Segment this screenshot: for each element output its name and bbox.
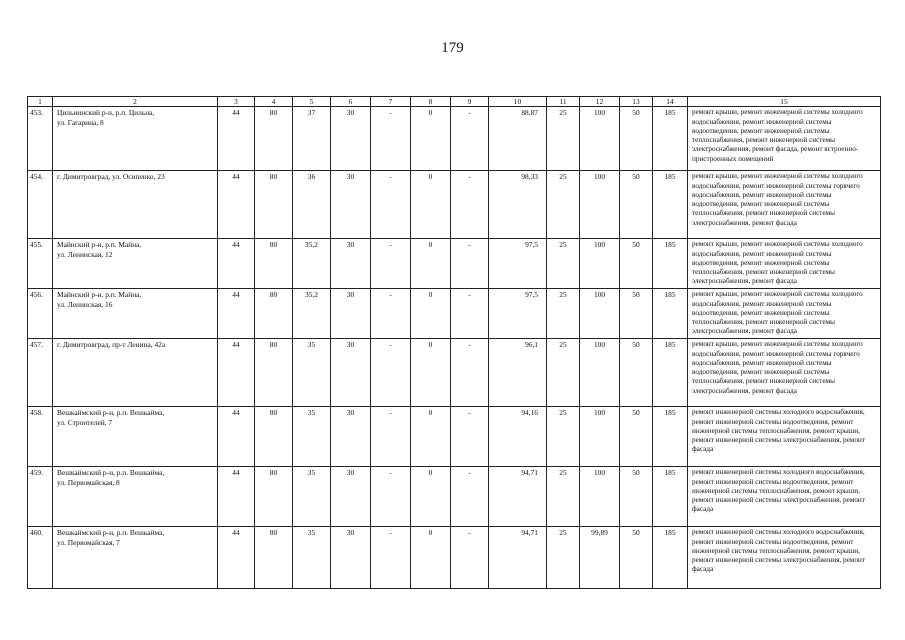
cell-col-12: 99,89 bbox=[580, 527, 620, 589]
works-description: ремонт крыши, ремонт инженерной системы холодного водоснабжения, ремонт инженерной системы водоотведения, ремонт инженерной системы теплоснабжения, ремонт инженерной системы электроснабжения, ремонт фасада bbox=[688, 289, 881, 339]
header-row bbox=[28, 97, 881, 107]
cell-col-13: 50 bbox=[620, 239, 653, 289]
cell-col-12: 100 bbox=[580, 339, 620, 407]
cell-col-14: 185 bbox=[653, 289, 688, 339]
cell-col-3: 44 bbox=[218, 467, 255, 527]
cell-col-7: - bbox=[371, 467, 411, 527]
column-header: 3 bbox=[218, 97, 255, 107]
cell-col-5: 35 bbox=[293, 527, 331, 589]
cell-col-13: 50 bbox=[620, 527, 653, 589]
cell-col-5: 36 bbox=[293, 171, 331, 239]
cell-col-11: 25 bbox=[547, 527, 580, 589]
cell-col-10: 96,1 bbox=[489, 339, 547, 407]
address-line-1: Вешкаймский р-н, р.п. Вешкайма, bbox=[57, 408, 165, 418]
row-number: 454. bbox=[28, 171, 53, 239]
address-line-2: ул. Первомайская, 8 bbox=[57, 477, 120, 487]
address-cell bbox=[53, 107, 218, 171]
address-line-2: ул. Строителей, 7 bbox=[57, 417, 113, 427]
cell-col-7: - bbox=[371, 239, 411, 289]
column-header: 1 bbox=[28, 97, 53, 107]
cell-col-9: - bbox=[451, 171, 489, 239]
cell-col-11: 25 bbox=[547, 239, 580, 289]
works-description: ремонт инженерной системы холодного водоснабжения, ремонт инженерной системы водоотведения, ремонт инженерной системы теплоснабжения, ремонт крыши, ремонт инженерной системы электроснабжения, ремонт фасада bbox=[688, 467, 881, 527]
cell-col-14: 185 bbox=[653, 407, 688, 467]
cell-col-8: 0 bbox=[411, 339, 451, 407]
cell-col-10: 98,33 bbox=[489, 171, 547, 239]
cell-col-8: 0 bbox=[411, 407, 451, 467]
cell-col-8: 0 bbox=[411, 527, 451, 589]
cell-col-9: - bbox=[451, 527, 489, 589]
cell-col-4: 80 bbox=[255, 107, 293, 171]
cell-col-13: 50 bbox=[620, 407, 653, 467]
row-number: 458. bbox=[28, 407, 53, 467]
cell-col-12: 100 bbox=[580, 289, 620, 339]
row-number: 453. bbox=[28, 107, 53, 171]
cell-col-13: 50 bbox=[620, 107, 653, 171]
address-line-2: ул. Ленинская, 12 bbox=[57, 249, 113, 259]
cell-col-5: 37 bbox=[293, 107, 331, 171]
works-description: ремонт крыши, ремонт инженерной системы холодного водоснабжения, ремонт инженерной системы горячего водоснабжения, ремонт инженерной системы водоотведения, ремонт инженерной системы теплоснабжения, ремонт инженерной системы электроснабжения, ремонт фасада bbox=[688, 339, 881, 407]
works-description: ремонт крыши, ремонт инженерной системы холодного водоснабжения, ремонт инженерной системы водоотведения, ремонт инженерной системы теплоснабжения, ремонт инженерной системы электроснабжения, ремонт фасада bbox=[688, 239, 881, 289]
cell-col-8: 0 bbox=[411, 171, 451, 239]
row-number: 455. bbox=[28, 239, 53, 289]
cell-col-8: 0 bbox=[411, 289, 451, 339]
column-header: 14 bbox=[653, 97, 688, 107]
cell-col-14: 185 bbox=[653, 339, 688, 407]
table-row bbox=[28, 239, 881, 289]
cell-col-11: 25 bbox=[547, 171, 580, 239]
address-line-1: г. Димитровград, ул. Осипенко, 23 bbox=[57, 172, 165, 182]
cell-col-3: 44 bbox=[218, 407, 255, 467]
address-line-1: Майнский р-н, р.п. Майна, bbox=[57, 290, 142, 300]
cell-col-7: - bbox=[371, 407, 411, 467]
table-row bbox=[28, 339, 881, 407]
column-header: 15 bbox=[688, 97, 881, 107]
cell-col-13: 50 bbox=[620, 171, 653, 239]
cell-col-5: 35 bbox=[293, 339, 331, 407]
works-description: ремонт крыши, ремонт инженерной системы холодного водоснабжения, ремонт инженерной системы горячего водоснабжения, ремонт инженерной системы водоотведения, ремонт инженерной системы теплоснабжения, ремонт инженерной системы электроснабжения, ремонт фасада bbox=[688, 171, 881, 239]
cell-col-5: 35 bbox=[293, 407, 331, 467]
column-header: 13 bbox=[620, 97, 653, 107]
table-row bbox=[28, 171, 881, 239]
cell-col-7: - bbox=[371, 527, 411, 589]
row-number: 456. bbox=[28, 289, 53, 339]
cell-col-3: 44 bbox=[218, 339, 255, 407]
cell-col-6: 30 bbox=[331, 339, 371, 407]
table-row bbox=[28, 107, 881, 171]
cell-col-9: - bbox=[451, 407, 489, 467]
table-row bbox=[28, 467, 881, 527]
cell-col-3: 44 bbox=[218, 527, 255, 589]
cell-col-3: 44 bbox=[218, 289, 255, 339]
address-line-1: Вешкаймский р-н, р.п. Вешкайма, bbox=[57, 528, 165, 538]
cell-col-8: 0 bbox=[411, 107, 451, 171]
cell-col-7: - bbox=[371, 339, 411, 407]
cell-col-6: 30 bbox=[331, 239, 371, 289]
column-header: 8 bbox=[411, 97, 451, 107]
cell-col-9: - bbox=[451, 289, 489, 339]
cell-col-5: 35,2 bbox=[293, 289, 331, 339]
table-row bbox=[28, 527, 881, 589]
cell-col-12: 100 bbox=[580, 407, 620, 467]
cell-col-13: 50 bbox=[620, 467, 653, 527]
cell-col-4: 80 bbox=[255, 289, 293, 339]
address-cell bbox=[53, 407, 218, 467]
cell-col-9: - bbox=[451, 467, 489, 527]
address-cell bbox=[53, 527, 218, 589]
cell-col-11: 25 bbox=[547, 407, 580, 467]
address-cell bbox=[53, 171, 218, 239]
cell-col-11: 25 bbox=[547, 339, 580, 407]
cell-col-11: 25 bbox=[547, 289, 580, 339]
cell-col-4: 80 bbox=[255, 239, 293, 289]
column-header: 11 bbox=[547, 97, 580, 107]
cell-col-3: 44 bbox=[218, 171, 255, 239]
cell-col-14: 185 bbox=[653, 107, 688, 171]
cell-col-4: 80 bbox=[255, 467, 293, 527]
address-cell bbox=[53, 339, 218, 407]
cell-col-8: 0 bbox=[411, 239, 451, 289]
cell-col-12: 100 bbox=[580, 467, 620, 527]
page-number: 179 bbox=[441, 40, 464, 56]
cell-col-6: 30 bbox=[331, 171, 371, 239]
cell-col-14: 185 bbox=[653, 527, 688, 589]
cell-col-8: 0 bbox=[411, 467, 451, 527]
column-header: 10 bbox=[489, 97, 547, 107]
row-number: 459. bbox=[28, 467, 53, 527]
column-header: 7 bbox=[371, 97, 411, 107]
table-row bbox=[28, 289, 881, 339]
cell-col-14: 185 bbox=[653, 239, 688, 289]
cell-col-13: 50 bbox=[620, 289, 653, 339]
cell-col-12: 100 bbox=[580, 239, 620, 289]
cell-col-4: 80 bbox=[255, 339, 293, 407]
cell-col-7: - bbox=[371, 107, 411, 171]
address-line-1: Майнский р-н, р.п. Майна, bbox=[57, 240, 142, 250]
cell-col-9: - bbox=[451, 239, 489, 289]
cell-col-6: 30 bbox=[331, 527, 371, 589]
cell-col-5: 35,2 bbox=[293, 239, 331, 289]
cell-col-3: 44 bbox=[218, 107, 255, 171]
cell-col-5: 35 bbox=[293, 467, 331, 527]
column-header: 6 bbox=[331, 97, 371, 107]
cell-col-10: 94,71 bbox=[489, 527, 547, 589]
address-line-1: Вешкаймский р-н, р.п. Вешкайма, bbox=[57, 468, 165, 478]
cell-col-14: 185 bbox=[653, 171, 688, 239]
cell-col-14: 185 bbox=[653, 467, 688, 527]
cell-col-9: - bbox=[451, 107, 489, 171]
address-line-2: ул. Первомайская, 7 bbox=[57, 537, 120, 547]
program-table bbox=[27, 96, 881, 589]
cell-col-4: 80 bbox=[255, 527, 293, 589]
cell-col-7: - bbox=[371, 171, 411, 239]
works-description: ремонт инженерной системы холодного водоснабжения, ремонт инженерной системы водоотведения, ремонт инженерной системы теплоснабжения, ремонт крыши, ремонт инженерной системы электроснабжения, ремонт фасада bbox=[688, 527, 881, 589]
address-cell bbox=[53, 467, 218, 527]
row-number: 457. bbox=[28, 339, 53, 407]
column-header: 12 bbox=[580, 97, 620, 107]
address-line-2: ул. Ленинская, 16 bbox=[57, 299, 113, 309]
cell-col-13: 50 bbox=[620, 339, 653, 407]
address-line-1: г. Димитровград, пр-т Ленина, 42а bbox=[57, 340, 166, 350]
address-line-2: ул. Гагарина, 8 bbox=[57, 117, 104, 127]
cell-col-6: 30 bbox=[331, 289, 371, 339]
cell-col-6: 30 bbox=[331, 407, 371, 467]
cell-col-3: 44 bbox=[218, 239, 255, 289]
table-row bbox=[28, 407, 881, 467]
cell-col-4: 80 bbox=[255, 171, 293, 239]
cell-col-10: 94,71 bbox=[489, 467, 547, 527]
column-header: 2 bbox=[53, 97, 218, 107]
cell-col-7: - bbox=[371, 289, 411, 339]
cell-col-12: 100 bbox=[580, 107, 620, 171]
column-header: 9 bbox=[451, 97, 489, 107]
cell-col-11: 25 bbox=[547, 107, 580, 171]
cell-col-4: 80 bbox=[255, 407, 293, 467]
works-description: ремонт крыши, ремонт инженерной системы холодного водоснабжения, ремонт инженерной системы водоотведения, ремонт инженерной системы теплоснабжения, ремонт инженерной системы электроснабжения, ремонт фасада, ремонт встроенно-пристроенных помещений bbox=[688, 107, 881, 171]
cell-col-11: 25 bbox=[547, 467, 580, 527]
address-cell bbox=[53, 289, 218, 339]
cell-col-6: 30 bbox=[331, 107, 371, 171]
cell-col-6: 30 bbox=[331, 467, 371, 527]
column-header: 5 bbox=[293, 97, 331, 107]
row-number: 460. bbox=[28, 527, 53, 589]
address-cell bbox=[53, 239, 218, 289]
cell-col-10: 97,5 bbox=[489, 239, 547, 289]
cell-col-10: 97,5 bbox=[489, 289, 547, 339]
works-description: ремонт инженерной системы холодного водоснабжения, ремонт инженерной системы водоотведения, ремонт инженерной системы теплоснабжения, ремонт крыши, ремонт инженерной системы электроснабжения, ремонт фасада bbox=[688, 407, 881, 467]
cell-col-10: 88,87 bbox=[489, 107, 547, 171]
cell-col-9: - bbox=[451, 339, 489, 407]
cell-col-12: 100 bbox=[580, 171, 620, 239]
cell-col-10: 94,16 bbox=[489, 407, 547, 467]
address-line-1: Цильнинский р-н, р.п. Цильна, bbox=[57, 108, 155, 118]
column-header: 4 bbox=[255, 97, 293, 107]
